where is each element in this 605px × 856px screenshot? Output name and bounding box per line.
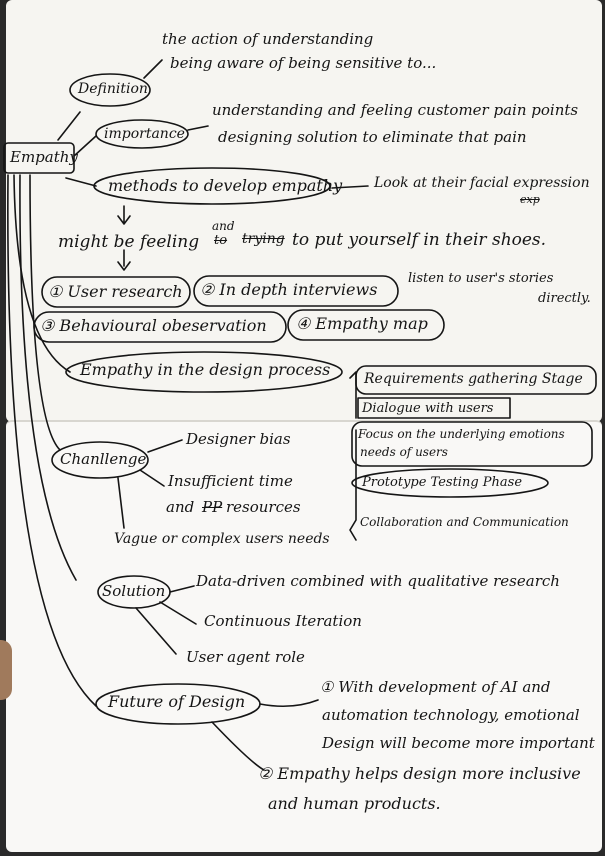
future-point1-line2: automation technology, emotional <box>322 706 580 724</box>
connector-solution-data <box>170 586 194 592</box>
arrow-line-down <box>118 250 130 270</box>
future-label: Future of Design <box>108 692 246 711</box>
connector-definition-text <box>144 60 162 78</box>
methods-label: methods to develop empathy <box>108 176 343 195</box>
method-user-research: ① User research <box>48 282 183 301</box>
solution-data: Data-driven combined with qualitative research <box>196 572 560 590</box>
importance-text-line2: designing solution to eliminate that pain <box>218 128 527 146</box>
connector-future-p1 <box>260 700 318 706</box>
methods-line2-e: to put yourself in their shoes. <box>292 230 547 250</box>
design-process-label: Empathy in the design process <box>80 360 331 379</box>
solution-label: Solution <box>102 582 166 600</box>
methods-look-text: Look at their facial expression <box>374 175 590 191</box>
connector-empathy-methods <box>66 178 96 186</box>
connector-solution-iteration <box>160 602 196 624</box>
future-point1-line1: ① With development of AI and <box>320 678 551 696</box>
future-point1-line3: Design will become more important <box>322 734 595 752</box>
challenge-time-resources: resources <box>226 498 301 516</box>
design-focus-line1: Focus on the underlying emotions <box>358 427 565 441</box>
connector-importance-text <box>188 126 208 130</box>
challenge-label: Chanllenge <box>60 450 147 468</box>
future-point2-line1: ② Empathy helps design more inclusive <box>258 764 581 783</box>
connector-future-p2 <box>212 722 264 770</box>
methods-line2-d: trying <box>242 231 285 247</box>
methods-line2-b: and <box>212 219 235 233</box>
challenge-bias: Designer bias <box>186 430 291 448</box>
bracket-design <box>350 372 356 418</box>
importance-label: importance <box>104 126 185 142</box>
challenge-time-crossed: PP <box>202 498 223 516</box>
challenge-time-line1: Insufficient time <box>168 472 293 490</box>
central-node-empathy: Empathy <box>10 148 78 166</box>
methods-line2-a: might be feeling <box>58 232 200 252</box>
connector-challenge-bias <box>148 440 182 452</box>
design-stage1: Requirements gathering Stage <box>364 371 583 387</box>
method-empathy-map: ④ Empathy map <box>296 314 428 333</box>
importance-text-line1: understanding and feeling customer pain points <box>212 101 579 119</box>
solution-iteration: Continuous Iteration <box>204 612 362 630</box>
connector-challenge-vague <box>118 478 124 528</box>
design-focus-line2: needs of users <box>360 445 448 459</box>
definition-label: Definition <box>78 81 148 97</box>
future-point2-line2: and human products. <box>268 794 441 813</box>
connector-challenge-time <box>140 470 164 486</box>
arrow-methods-down <box>118 206 130 224</box>
connector-solution-agent <box>136 608 176 654</box>
method-in-depth: ② In depth interviews <box>200 280 378 299</box>
connector-empathy-definition <box>58 112 80 140</box>
method-observation: ③ Behavioural obeservation <box>40 316 267 335</box>
design-collab: Collaboration and Communication <box>360 515 569 529</box>
methods-crossed-text: exp <box>520 193 540 206</box>
design-stage2: Prototype Testing Phase <box>362 475 523 490</box>
challenge-time-and: and <box>166 498 195 516</box>
definition-text-line2: being aware of being sensitive to... <box>170 54 437 72</box>
design-stage1-item: Dialogue with users <box>362 401 494 416</box>
solution-agent: User agent role <box>186 648 305 666</box>
method-in-depth-note2: directly. <box>538 291 591 306</box>
challenge-vague: Vague or complex users needs <box>114 531 330 547</box>
methods-line2-c: to <box>214 233 228 248</box>
definition-text-line1: the action of understanding <box>162 30 374 48</box>
method-in-depth-note1: listen to user's stories <box>408 271 554 286</box>
